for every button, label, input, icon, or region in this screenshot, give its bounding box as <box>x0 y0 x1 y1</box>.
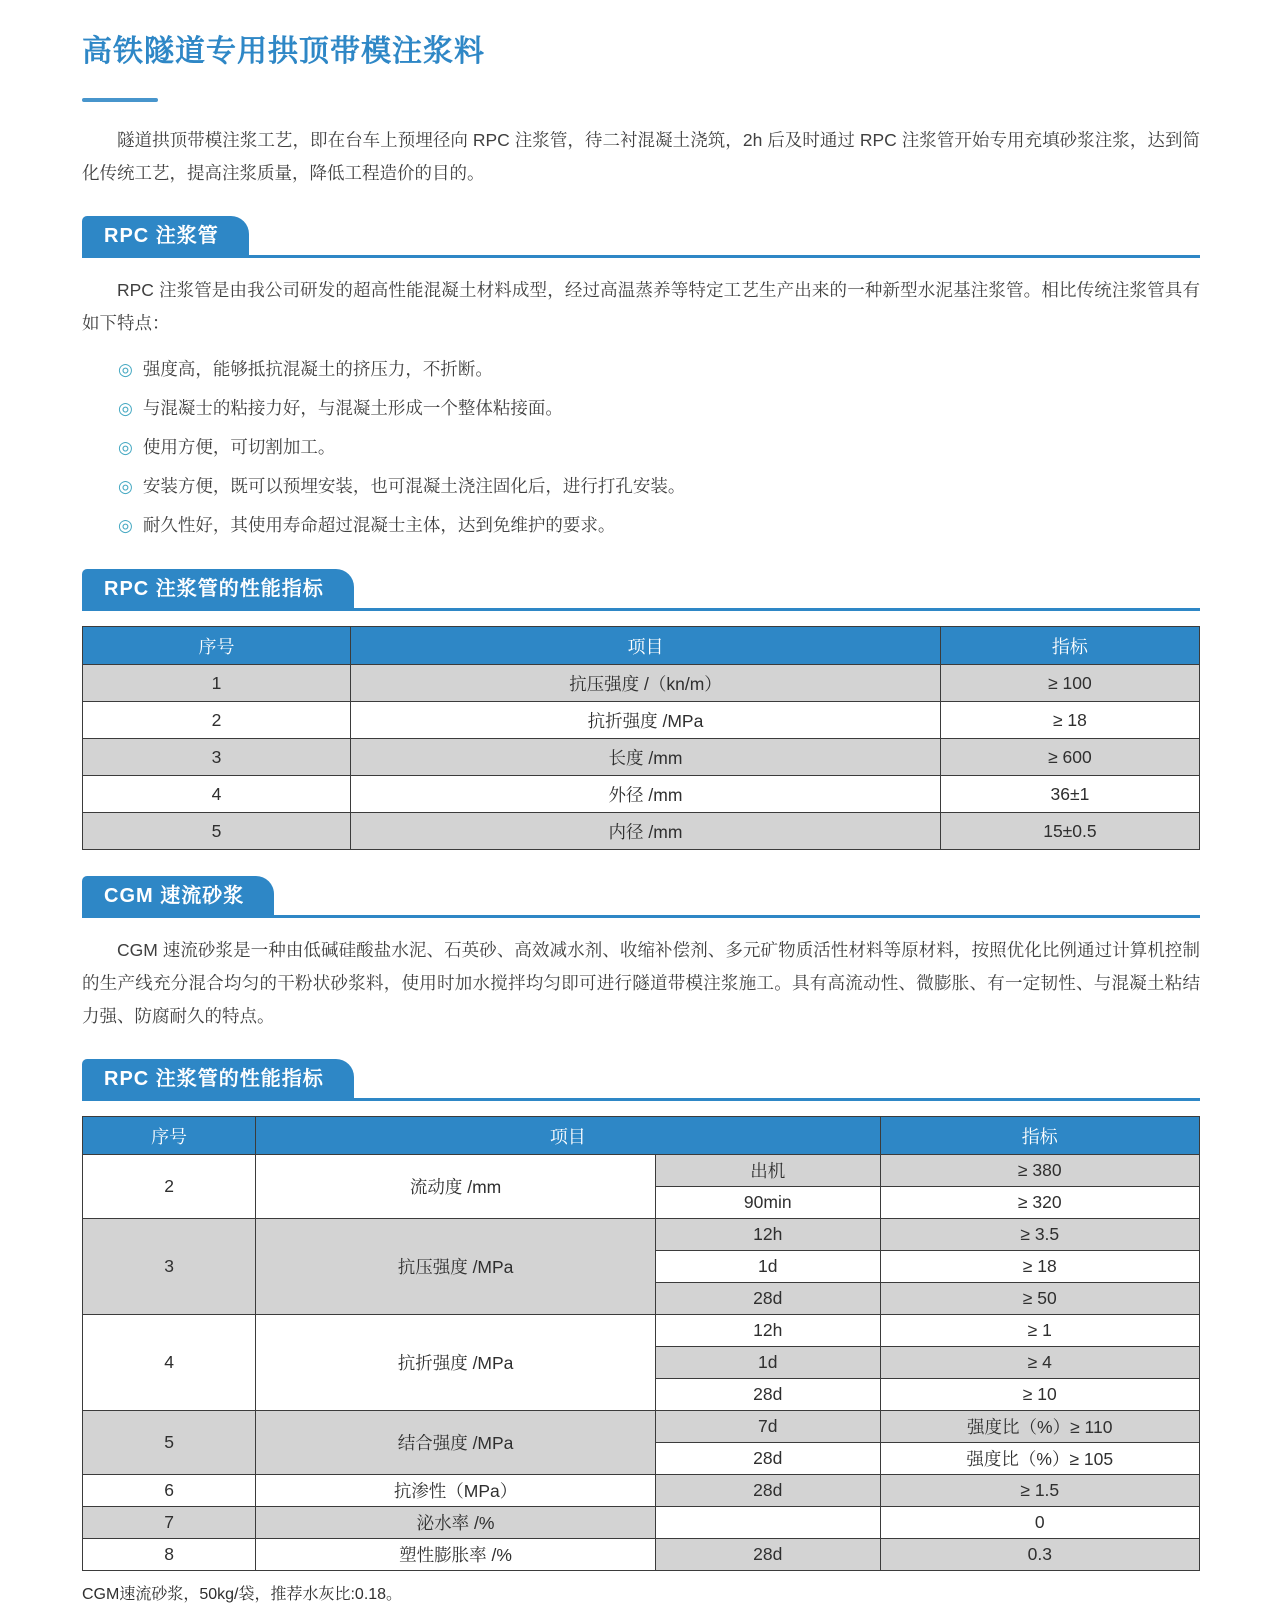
cell-index: ≥ 4 <box>880 1347 1199 1379</box>
feature-item <box>118 428 1200 467</box>
column-header-item: 项目 <box>351 627 941 665</box>
column-header-index: 指标 <box>940 627 1199 665</box>
cell-condition: 出机 <box>656 1155 881 1187</box>
cell-item: 内径 /mm <box>351 813 941 850</box>
table-row <box>83 813 1200 850</box>
cell-no: 8 <box>83 1539 256 1571</box>
cell-condition: 12h <box>656 1219 881 1251</box>
cell-condition: 28d <box>656 1443 881 1475</box>
double-circle-bullet-icon: ◎ <box>118 360 133 379</box>
double-circle-bullet-icon: ◎ <box>118 516 133 535</box>
section-banner-rpc <box>82 216 1200 258</box>
table-row <box>83 776 1200 813</box>
cell-index: ≥ 18 <box>940 702 1199 739</box>
cell-item: 抗折强度 /MPa <box>256 1315 656 1411</box>
column-header-no: 序号 <box>83 1117 256 1155</box>
cell-index: 0 <box>880 1507 1199 1539</box>
cell-item: 抗渗性（MPa） <box>256 1475 656 1507</box>
rpc-paragraph: RPC 注浆管是由我公司研发的超高性能混凝土材料成型，经过高温蒸养等特定工艺生产出来的一种新型水泥基注浆管。相比传统注浆管具有如下特点： <box>82 280 1200 333</box>
table-row <box>83 1411 1200 1443</box>
cell-index: ≥ 50 <box>880 1283 1199 1315</box>
table-header <box>83 627 1200 665</box>
cell-condition: 28d <box>656 1283 881 1315</box>
cell-no: 5 <box>83 1411 256 1475</box>
double-circle-bullet-icon: ◎ <box>118 477 133 496</box>
feature-item <box>118 467 1200 506</box>
cell-condition: 1d <box>656 1347 881 1379</box>
cell-index: 强度比（%）≥ 105 <box>880 1443 1199 1475</box>
section-heading-rpc-performance: RPC 注浆管的性能指标 <box>82 569 354 608</box>
cell-condition: 28d <box>656 1475 881 1507</box>
column-header-item: 项目 <box>256 1117 880 1155</box>
section-heading-rpc: RPC 注浆管 <box>82 216 249 255</box>
cell-no: 3 <box>83 739 351 776</box>
feature-text: 耐久性好，其使用寿命超过混凝士主体，达到免维护的要求。 <box>142 515 616 535</box>
table-row <box>83 665 1200 702</box>
cell-no: 4 <box>83 1315 256 1411</box>
cell-item: 长度 /mm <box>351 739 941 776</box>
intro-paragraph: 隧道拱顶带模注浆工艺，即在台车上预埋径向 RPC 注浆管，待二衬混凝土浇筑，2h 后及时通过 RPC 注浆管开始专用充填砂浆注浆，达到简化传统工艺，提高注浆质量，降低工程造价的目的。 <box>82 130 1200 183</box>
cell-index: ≥ 380 <box>880 1155 1199 1187</box>
cell-condition: 90min <box>656 1187 881 1219</box>
feature-text: 安装方便，既可以预埋安装，也可混凝土浇注固化后，进行打孔安装。 <box>142 476 686 496</box>
cell-index: ≥ 10 <box>880 1379 1199 1411</box>
cell-index: ≥ 1.5 <box>880 1475 1199 1507</box>
column-header-no: 序号 <box>83 627 351 665</box>
cell-item: 流动度 /mm <box>256 1155 656 1219</box>
rpc-feature-list <box>82 350 1200 545</box>
cell-index: ≥ 18 <box>880 1251 1199 1283</box>
cell-index: ≥ 600 <box>940 739 1199 776</box>
feature-item <box>118 350 1200 389</box>
table-row <box>83 1507 1200 1539</box>
title-underline <box>82 98 158 102</box>
cell-item: 结合强度 /MPa <box>256 1411 656 1475</box>
cell-index: 15±0.5 <box>940 813 1199 850</box>
table-row <box>83 1315 1200 1347</box>
table-header <box>83 1117 1200 1155</box>
table-row <box>83 702 1200 739</box>
cell-index: 强度比（%）≥ 110 <box>880 1411 1199 1443</box>
cell-index: ≥ 3.5 <box>880 1219 1199 1251</box>
column-header-index: 指标 <box>880 1117 1199 1155</box>
cell-no: 4 <box>83 776 351 813</box>
cell-item: 塑性膨胀率 /% <box>256 1539 656 1571</box>
section-banner-cgm-performance <box>82 1059 1200 1101</box>
table-row <box>83 1539 1200 1571</box>
cell-condition: 12h <box>656 1315 881 1347</box>
table-row <box>83 1475 1200 1507</box>
cell-no: 3 <box>83 1219 256 1315</box>
section-banner-cgm <box>82 876 1200 918</box>
cell-index: ≥ 1 <box>880 1315 1199 1347</box>
cell-no: 6 <box>83 1475 256 1507</box>
cell-item: 抗折强度 /MPa <box>351 702 941 739</box>
cell-no: 5 <box>83 813 351 850</box>
table-row <box>83 739 1200 776</box>
cell-item: 抗压强度 /MPa <box>256 1219 656 1315</box>
feature-text: 与混凝士的粘接力好，与混凝土形成一个整体粘接面。 <box>142 398 563 418</box>
footnote: CGM速流砂浆，50kg/袋，推荐水灰比:0.18。 <box>82 1586 403 1603</box>
section-banner-rpc-performance <box>82 569 1200 611</box>
cell-item: 抗压强度 /（kn/m） <box>351 665 941 702</box>
cell-item: 外径 /mm <box>351 776 941 813</box>
cell-index: 36±1 <box>940 776 1199 813</box>
cell-no: 2 <box>83 702 351 739</box>
cell-condition: 1d <box>656 1251 881 1283</box>
section-heading-cgm: CGM 速流砂浆 <box>82 876 274 915</box>
cell-condition: 28d <box>656 1539 881 1571</box>
page-title: 高铁隧道专用拱顶带模注浆料 <box>82 35 485 68</box>
rpc-performance-table <box>82 626 1200 850</box>
cell-no: 7 <box>83 1507 256 1539</box>
double-circle-bullet-icon: ◎ <box>118 399 133 418</box>
cell-index: ≥ 320 <box>880 1187 1199 1219</box>
cell-index: ≥ 100 <box>940 665 1199 702</box>
cell-index: 0.3 <box>880 1539 1199 1571</box>
feature-text: 使用方便，可切割加工。 <box>142 437 336 457</box>
double-circle-bullet-icon: ◎ <box>118 438 133 457</box>
cgm-performance-table <box>82 1116 1200 1571</box>
table-row <box>83 1219 1200 1251</box>
cell-no: 2 <box>83 1155 256 1219</box>
table-row <box>83 1155 1200 1187</box>
cgm-paragraph: CGM 速流砂浆是一种由低碱硅酸盐水泥、石英砂、高效减水剂、收缩补偿剂、多元矿物质活性材料等原材料，按照优化比例通过计算机控制的生产线充分混合均匀的干粉状砂浆料，使用时加水搅拌均匀即可进行隧道带模注浆施工。具有高流动性、微膨胀、有一定韧性、与混凝土粘结力强、防腐耐久的特点。 <box>82 940 1200 1026</box>
feature-item <box>118 389 1200 428</box>
cell-no: 1 <box>83 665 351 702</box>
section-heading-cgm-performance: RPC 注浆管的性能指标 <box>82 1059 354 1098</box>
cell-condition <box>656 1507 881 1539</box>
feature-item <box>118 506 1200 545</box>
cell-condition: 7d <box>656 1411 881 1443</box>
cell-item: 泌水率 /% <box>256 1507 656 1539</box>
feature-text: 强度高，能够抵抗混凝土的挤压力，不折断。 <box>142 359 493 379</box>
cell-condition: 28d <box>656 1379 881 1411</box>
